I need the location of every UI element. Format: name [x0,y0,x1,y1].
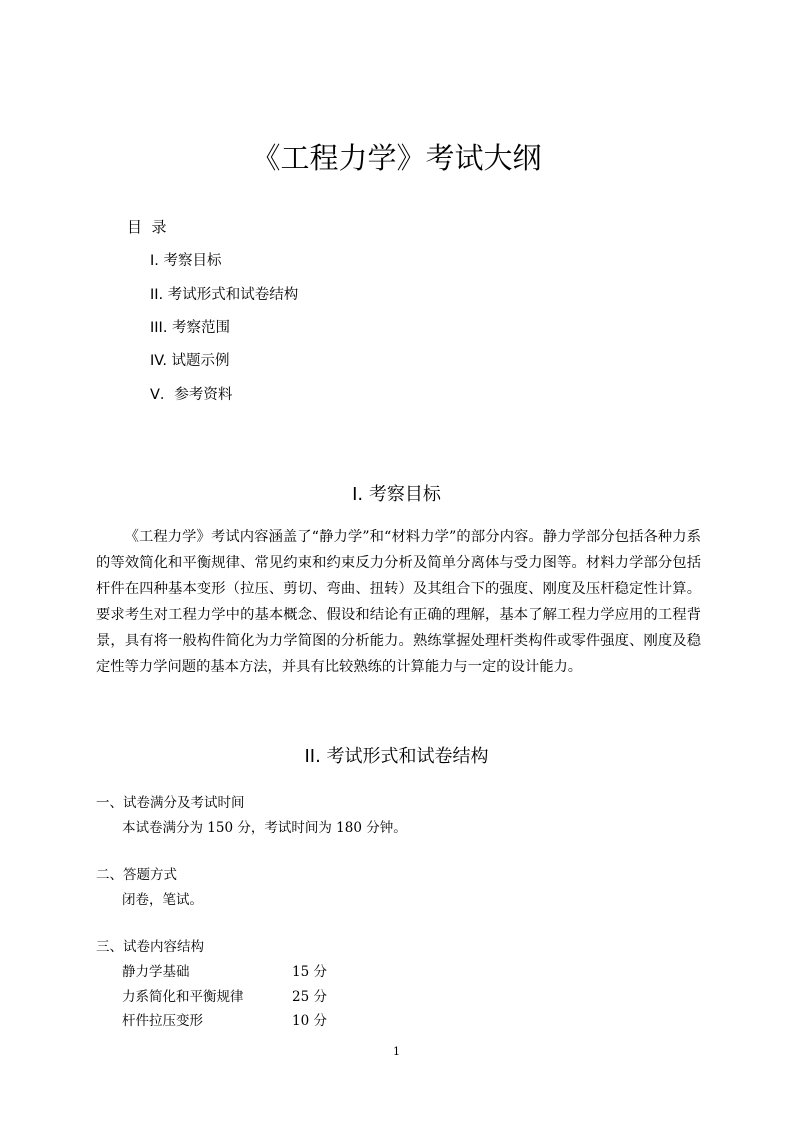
section-heading: II. 考试形式和试卷结构 [304,746,489,767]
score-value: 15 分 [292,964,327,980]
score-value: 10 分 [292,1013,327,1029]
section-paragraph: 《工程力学》考试内容涵盖了“静力学”和“材料力学”的部分内容。静力学部分包括各种力系的等效简化和平衡规律、常见约束和约束反力分析及简单分离体与受力图等。材料力学部分包括杆件在四种基本变形（拉压、剪切、弯曲、扭转）及其组合下的强度、刚度及压杆稳定性计算。要求考生对工程力学中的基本概念、假设和结论有正确的理解，基本了解工程力学应用的工程背景，具有将一般构件简化为力学简图的分析能力。熟练掌握处理杆类构件或零件强度、刚度及稳定性等力学问题的基本方法，并具有比较熟练的计算能力与一定的设计能力。 [96,529,701,675]
toc-item[interactable]: II. 考试形式和试卷结构 [150,287,299,303]
list-item-title: 二、答题方式 [96,867,177,883]
score-topic: 杆件拉压变形 [122,1013,203,1029]
list-item-title: 三、试卷内容结构 [96,939,204,955]
score-topic: 力系简化和平衡规律 [122,989,244,1005]
list-item-title: 一、试卷满分及考试时间 [96,795,245,811]
list-item-body: 闭卷，笔试。 [122,892,203,908]
toc-item[interactable]: I. 考察目标 [150,253,222,269]
toc-heading: 目 录 [127,218,167,236]
toc-item[interactable]: III. 考察范围 [150,320,231,336]
document-title: 《工程力学》考试大纲 [251,141,542,175]
toc-item[interactable]: V．参考资料 [150,387,233,403]
score-value: 25 分 [292,989,327,1005]
score-topic: 静力学基础 [122,964,190,980]
page-number: 1 [393,1045,400,1058]
toc-item[interactable]: IV. 试题示例 [150,353,230,369]
section-heading: I. 考察目标 [352,484,441,505]
list-item-body: 本试卷满分为 150 分，考试时间为 180 分钟。 [122,820,407,836]
